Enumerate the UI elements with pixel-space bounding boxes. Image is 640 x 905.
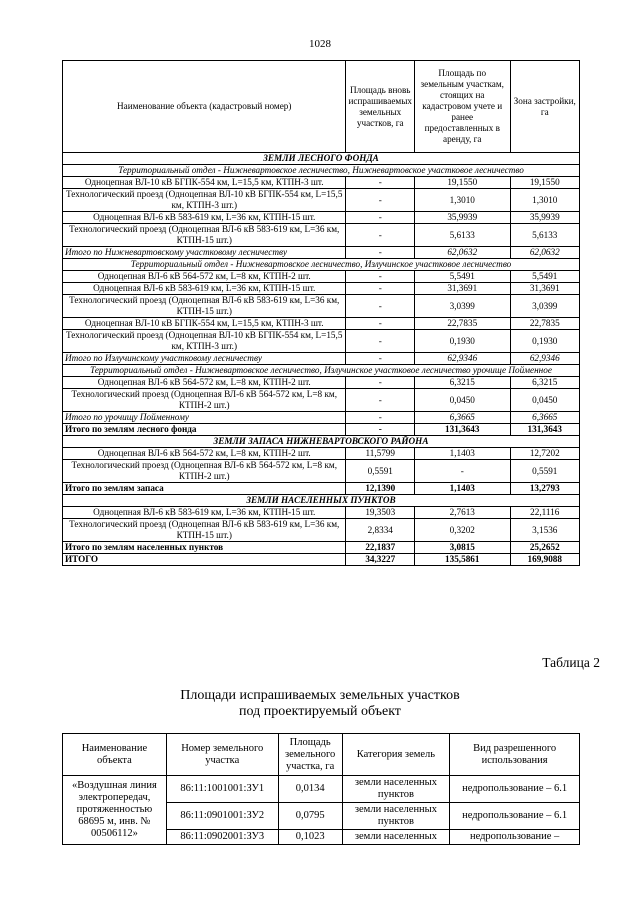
section-settlements: [63, 495, 580, 507]
cell-cat: земли населенных: [342, 830, 450, 845]
subsection-1: [63, 165, 580, 177]
area-requested: 11,5799: [346, 448, 415, 460]
object-name: Технологический проезд (Одноцепная ВЛ-10 кВ БГПК-554 км, L=15,5 км, КТПН-3 шт.): [63, 330, 346, 353]
subsection-3: [63, 365, 580, 377]
area-cadastral: 6,3215: [415, 377, 511, 389]
object-name: Одноцепная ВЛ-6 кВ 583-619 км, L=36 км, КТПН-15 шт.: [63, 212, 346, 224]
section-reserve-text: ЗЕМЛИ ЗАПАСА НИЖНЕВАРТОВСКОГО РАЙОНА: [63, 436, 580, 448]
table-row: [63, 271, 580, 283]
cell-area: 0,1023: [278, 830, 342, 845]
zone-area: 131,3643: [510, 424, 580, 436]
object-name: Технологический проезд (Одноцепная ВЛ-6 кВ 583-619 км, L=36 км, КТПН-15 шт.): [63, 519, 346, 542]
cell-area: 0,0795: [278, 803, 342, 830]
cell-area: 0,0134: [278, 776, 342, 803]
area-requested: -: [346, 271, 415, 283]
object-name: Технологический проезд (Одноцепная ВЛ-6 кВ 583-619 км, L=36 км, КТПН-15 шт.): [63, 224, 346, 247]
cell-cat: земли населенных пунктов: [342, 803, 450, 830]
area-cadastral: 62,9346: [415, 353, 511, 365]
zone-area: 5,5491: [510, 271, 580, 283]
table-row: [63, 212, 580, 224]
table2-title-line2: под проектируемый объект: [239, 704, 401, 719]
object-name: Одноцепная ВЛ-6 кВ 564-572 км, L=8 км, КТПН-2 шт.: [63, 377, 346, 389]
table-row: [63, 189, 580, 212]
header-name: Наименование объекта: [63, 734, 167, 776]
area-requested: -: [346, 189, 415, 212]
table-row: [63, 283, 580, 295]
zone-area: 22,1116: [510, 507, 580, 519]
cell-use: недропользование – 6.1: [450, 803, 580, 830]
object-name: Одноцепная ВЛ-6 кВ 583-619 км, L=36 км, КТПН-15 шт.: [63, 283, 346, 295]
area-requested: 0,5591: [346, 460, 415, 483]
cell-cat: земли населенных пунктов: [342, 776, 450, 803]
zone-area: 31,3691: [510, 283, 580, 295]
requested-plots-table: [62, 733, 580, 845]
zone-area: 0,5591: [510, 460, 580, 483]
table-row: [63, 460, 580, 483]
object-name: Технологический проезд (Одноцепная ВЛ-10 кВ БГПК-554 км, L=15,5 км, КТПН-3 шт.): [63, 189, 346, 212]
zone-area: 12,7202: [510, 448, 580, 460]
area-requested: -: [346, 412, 415, 424]
area-cadastral: 2,7613: [415, 507, 511, 519]
table-row: [63, 776, 580, 803]
area-cadastral: 1,1403: [415, 483, 511, 495]
area-cadastral: 3,0815: [415, 542, 511, 554]
table-row: [63, 295, 580, 318]
subsection-2: [63, 259, 580, 271]
object-name: Итого по землям лесного фонда: [63, 424, 346, 436]
area-requested: 12,1390: [346, 483, 415, 495]
area-cadastral: 1,1403: [415, 448, 511, 460]
object-name: Технологический проезд (Одноцепная ВЛ-6 кВ 583-619 км, L=36 км, КТПН-15 шт.): [63, 295, 346, 318]
area-cadastral: 31,3691: [415, 283, 511, 295]
total-row: [63, 424, 580, 436]
zone-area: 0,0450: [510, 389, 580, 412]
table1-header-row: [63, 61, 580, 153]
table2-header-row: [63, 734, 580, 776]
area-requested: -: [346, 295, 415, 318]
area-cadastral: -: [415, 460, 511, 483]
table-row: [63, 507, 580, 519]
object-name: Итого по Нижневартовскому участковому лесничеству: [63, 247, 346, 259]
object-name: Одноцепная ВЛ-10 кВ БГПК-554 км, L=15,5 км, КТПН-3 шт.: [63, 318, 346, 330]
table-row: [63, 448, 580, 460]
page-number: 1028: [309, 38, 331, 50]
table-row: [63, 224, 580, 247]
area-requested: -: [346, 377, 415, 389]
section-forest: [63, 153, 580, 165]
area-requested: -: [346, 424, 415, 436]
header-area-requested: Площадь вновь испрашиваемых земельных участков, га: [346, 61, 415, 153]
header-object-name: Наименование объекта (кадастровый номер): [63, 61, 346, 153]
area-cadastral: 5,6133: [415, 224, 511, 247]
zone-area: 35,9939: [510, 212, 580, 224]
area-cadastral: 6,3665: [415, 412, 511, 424]
zone-area: 62,9346: [510, 353, 580, 365]
zone-area: 0,1930: [510, 330, 580, 353]
area-cadastral: 22,7835: [415, 318, 511, 330]
subsection-1-text: Территориальный отдел - Нижневартовское лесничество, Нижневартовское участковое лесничество: [63, 165, 580, 177]
header-area: Площадь земельного участка, га: [278, 734, 342, 776]
header-area-cadastral: Площадь по земельным участкам, стоящих на кадастровом учете и ранее предоставленных в аренду, га: [415, 61, 511, 153]
table2-label: Таблица 2: [542, 655, 600, 670]
table-row: [63, 519, 580, 542]
cell-cad: 86:11:1001001:ЗУ1: [166, 776, 278, 803]
area-cadastral: 0,1930: [415, 330, 511, 353]
object-name: Технологический проезд (Одноцепная ВЛ-6 кВ 564-572 км, L=8 км, КТПН-2 шт.): [63, 389, 346, 412]
object-name: Итого по урочищу Пойменному: [63, 412, 346, 424]
subtotal-row: [63, 412, 580, 424]
subtotal-row: [63, 247, 580, 259]
area-requested: 2,8334: [346, 519, 415, 542]
table-row: [63, 177, 580, 189]
total-row: [63, 483, 580, 495]
object-name: Одноцепная ВЛ-6 кВ 564-572 км, L=8 км, КТПН-2 шт.: [63, 448, 346, 460]
object-name: Итого по землям запаса: [63, 483, 346, 495]
area-cadastral: 5,5491: [415, 271, 511, 283]
area-requested: 22,1837: [346, 542, 415, 554]
area-requested: 19,3503: [346, 507, 415, 519]
land-area-table: [62, 60, 580, 566]
object-name: Одноцепная ВЛ-10 кВ БГПК-554 км, L=15,5 км, КТПН-3 шт.: [63, 177, 346, 189]
area-cadastral: 35,9939: [415, 212, 511, 224]
area-cadastral: 19,1550: [415, 177, 511, 189]
table2-title-line1: Площади испрашиваемых земельных участков: [180, 688, 460, 703]
object-name: Одноцепная ВЛ-6 кВ 564-572 км, L=8 км, КТПН-2 шт.: [63, 271, 346, 283]
area-requested: 34,3227: [346, 554, 415, 566]
zone-area: 19,1550: [510, 177, 580, 189]
object-name: Технологический проезд (Одноцепная ВЛ-6 кВ 564-572 км, L=8 км, КТПН-2 шт.): [63, 460, 346, 483]
header-cat: Категория земель: [342, 734, 450, 776]
subtotal-row: [63, 353, 580, 365]
area-requested: -: [346, 283, 415, 295]
area-cadastral: 135,5861: [415, 554, 511, 566]
table-row: [63, 330, 580, 353]
table-row: [63, 389, 580, 412]
area-cadastral: 1,3010: [415, 189, 511, 212]
area-cadastral: 62,0632: [415, 247, 511, 259]
zone-area: 169,9088: [510, 554, 580, 566]
object-name: Итого по землям населенных пунктов: [63, 542, 346, 554]
grand-total-row: [63, 554, 580, 566]
header-zone: Зона застройки, га: [510, 61, 580, 153]
total-row: [63, 542, 580, 554]
zone-area: 6,3215: [510, 377, 580, 389]
cell-use: недропользование –: [450, 830, 580, 845]
object-name: Одноцепная ВЛ-6 кВ 583-619 км, L=36 км, КТПН-15 шт.: [63, 507, 346, 519]
cell-cad: 86:11:0902001:ЗУ3: [166, 830, 278, 845]
area-cadastral: 131,3643: [415, 424, 511, 436]
area-cadastral: 0,3202: [415, 519, 511, 542]
zone-area: 62,0632: [510, 247, 580, 259]
object-name: «Воздушная линия электропередач, протяженностью 68695 м, инв. № 00506112»: [63, 776, 167, 845]
zone-area: 25,2652: [510, 542, 580, 554]
object-name: ИТОГО: [63, 554, 346, 566]
section-forest-text: ЗЕМЛИ ЛЕСНОГО ФОНДА: [63, 153, 580, 165]
area-requested: -: [346, 389, 415, 412]
zone-area: 3,0399: [510, 295, 580, 318]
area-requested: -: [346, 330, 415, 353]
cell-cad: 86:11:0901001:ЗУ2: [166, 803, 278, 830]
zone-area: 22,7835: [510, 318, 580, 330]
zone-area: 5,6133: [510, 224, 580, 247]
area-cadastral: 0,0450: [415, 389, 511, 412]
area-requested: -: [346, 247, 415, 259]
area-requested: -: [346, 353, 415, 365]
area-requested: -: [346, 318, 415, 330]
zone-area: 13,2793: [510, 483, 580, 495]
table-row: [63, 377, 580, 389]
cell-use: недропользование – 6.1: [450, 776, 580, 803]
area-requested: -: [346, 224, 415, 247]
subsection-2-text: Территориальный отдел - Нижневартовское лесничество, Излучинское участковое лесничество: [63, 259, 580, 271]
section-reserve: [63, 436, 580, 448]
table-row: [63, 318, 580, 330]
object-name: Итого по Излучинскому участковому лесничеству: [63, 353, 346, 365]
header-use: Вид разрешенного использования: [450, 734, 580, 776]
zone-area: 3,1536: [510, 519, 580, 542]
zone-area: 6,3665: [510, 412, 580, 424]
zone-area: 1,3010: [510, 189, 580, 212]
area-cadastral: 3,0399: [415, 295, 511, 318]
area-requested: -: [346, 177, 415, 189]
table2-title: [0, 688, 640, 720]
header-cad: Номер земельного участка: [166, 734, 278, 776]
subsection-3-text: Территориальный отдел - Нижневартовское лесничество, Излучинское участковое лесничество урочище Пойменное: [63, 365, 580, 377]
section-settlements-text: ЗЕМЛИ НАСЕЛЕННЫХ ПУНКТОВ: [63, 495, 580, 507]
area-requested: -: [346, 212, 415, 224]
